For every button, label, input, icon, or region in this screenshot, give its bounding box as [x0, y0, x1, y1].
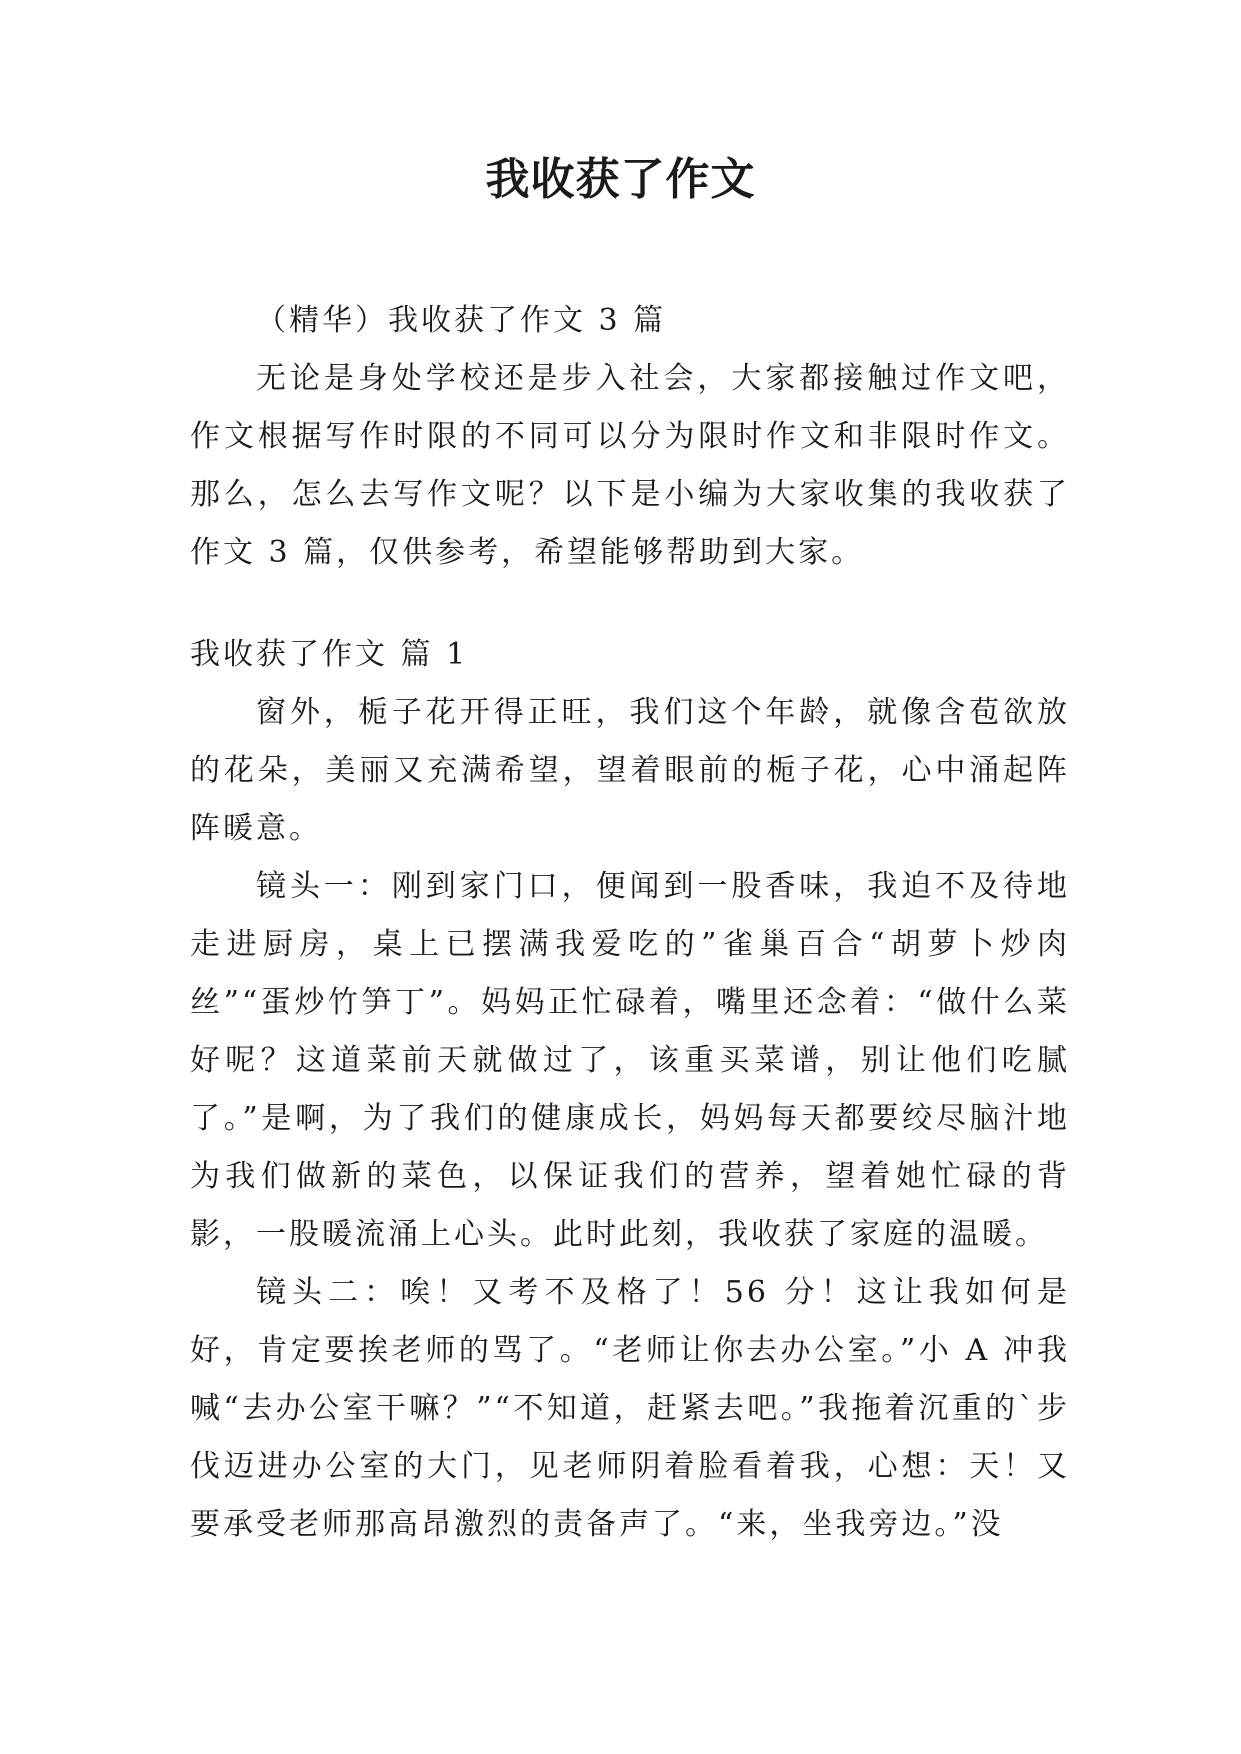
- body-paragraph: 镜头一：刚到家门口，便闻到一股香味，我迫不及待地走进厨房，桌上已摆满我爱吃的”雀巢百合“胡萝卜炒肉丝”“蛋炒竹笋丁”。妈妈正忙碌着，嘴里还念着：“做什么菜好呢？这道菜前天就做过了，该重买菜谱，别让他们吃腻了。”是啊，为了我们的健康成长，妈妈每天都要绞尽脑汁地为我们做新的菜色，以保证我们的营养，望着她忙碌的背影，一股暖流涌上心头。此时此刻，我收获了家庭的温暖。: [190, 869, 1070, 1252]
- intro-paragraph: 无论是身处学校还是步入社会，大家都接触过作文吧，作文根据写作时限的不同可以分为限时作文和非限时作文。那么，怎么去写作文呢？以下是小编为大家收集的我收获了作文 3 篇，仅供参考，希望能够帮助到大家。: [190, 361, 1070, 570]
- body-paragraph: 窗外，栀子花开得正旺，我们这个年龄，就像含苞欲放的花朵，美丽又充满希望，望着眼前的栀子花，心中涌起阵阵暖意。: [190, 695, 1070, 846]
- body-paragraph: 镜头二：唉！又考不及格了！56 分！这让我如何是好，肯定要挨老师的骂了。“老师让你去办公室。”小 A 冲我喊“去办公室干嘛？”“不知道，赶紧去吧。”我拖着沉重的`步伐迈进办公室的大门，见老师阴着脸看着我，心想：天！又要承受老师那高昂激烈的责备声了。“来，坐我旁边。”没: [190, 1275, 1070, 1542]
- section-heading: 我收获了作文 篇 1: [190, 637, 469, 672]
- document-body: [190, 292, 1070, 1554]
- document-subtitle: （精华）我收获了作文 3 篇: [256, 303, 667, 338]
- document-title: 我收获了作文: [485, 154, 756, 205]
